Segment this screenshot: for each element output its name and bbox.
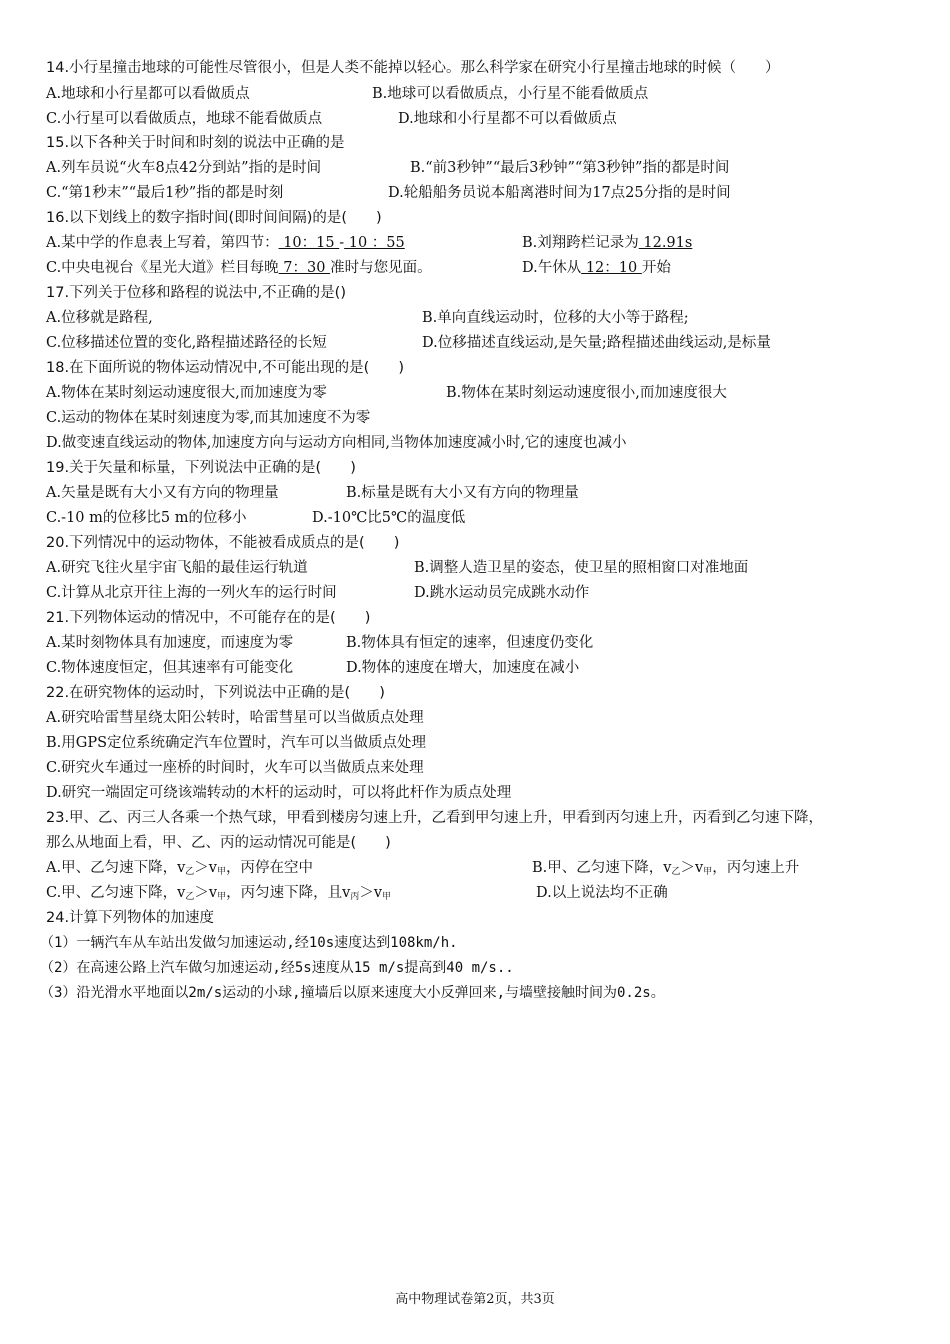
q18-option-c: C.运动的物体在某时刻速度为零,而其加速度不为零 [46,410,371,426]
q22-stem: 22.在研究物体的运动时，下列说法中正确的是( ) [46,685,385,701]
q18-option-a: A.物体在某时刻运动速度很大,而加速度为零 [46,385,327,401]
q15-stem: 15.以下各种关于时间和时刻的说法中正确的是 [46,135,345,151]
q16-option-a-dash: - [339,235,345,251]
q16-option-c-underline: 7：30 [278,260,331,276]
q21-option-c: C.物体速度恒定，但其速率有可能变化 [46,660,294,676]
q17-stem: 17.下列关于位移和路程的说法中,不正确的是() [46,285,346,301]
q18-option-b: B.物体在某时刻运动速度很小,而加速度很大 [446,385,727,401]
q24-stem: 24.计算下列物体的加速度 [46,910,215,926]
q16-option-d-tail: 开始 [641,260,671,276]
q21-option-a: A.某时刻物体具有加速度，而速度为零 [46,635,294,651]
q20-option-c: C.计算从北京开往上海的一列火车的运行时间 [46,585,337,601]
q16-option-c-tail: 准时与您见面。 [330,260,432,276]
q22-option-c: C.研究火车通过一座桥的时间时，火车可以当做质点来处理 [46,760,424,776]
q15-option-a: A.列车员说“火车8点42分到站”指的是时间 [46,160,322,176]
q22-option-a: A.研究哈雷彗星绕太阳公转时，哈雷彗星可以当做质点处理 [46,710,424,726]
q23-stem-line2: 那么从地面上看，甲、乙、丙的运动情况可能是( ) [46,835,391,851]
q23-option-c: C.甲、乙匀速下降，$v_乙>v_甲$，丙匀速下降，且$v_丙>v_甲$ [46,885,392,902]
q17-option-d: D.位移描述直线运动,是矢量;路程描述曲线运动,是标量 [422,335,771,351]
q16-option-c-text: C.中央电视台《星光大道》栏目每晚 [46,260,279,276]
q14-option-b: B.地球可以看做质点，小行星不能看做质点 [372,86,649,102]
q19-option-a: A.矢量是既有大小又有方向的物理量 [46,485,279,501]
page-footer: 高中物理试卷第2页，共3页 [395,1292,555,1307]
q21-option-d: D.物体的速度在增大，加速度在减小 [346,660,580,676]
q24-part-2: （2）在高速公路上汽车做匀加速运动,经5s速度从15 m/s提高到40 m/s.. [40,960,514,976]
q22-option-d: D.研究一端固定可绕该端转动的木杆的运动时，可以将此杆作为质点处理 [46,785,512,801]
q18-stem: 18.在下面所说的物体运动情况中,不可能出现的是( ) [46,360,404,376]
q18-option-d: D.做变速直线运动的物体,加速度方向与运动方向相同,当物体加速度减小时,它的速度也减小 [46,435,627,451]
q19-stem: 19.关于矢量和标量，下列说法中正确的是( ) [46,460,356,476]
q20-option-b: B.调整人造卫星的姿态，使卫星的照相窗口对准地面 [414,560,749,576]
q14-option-a: A.地球和小行星都可以看做质点 [46,86,250,102]
q16-option-a-text: A.某中学的作息表上写着，第四节： [46,235,279,251]
q20-option-d: D.跳水运动员完成跳水动作 [414,585,590,601]
q20-option-a: A.研究飞往火星宇宙飞船的最佳运行轨道 [46,560,308,576]
q22-option-b: B.用GPS定位系统确定汽车位置时，汽车可以当做质点处理 [46,735,427,751]
q15-option-d: D.轮船船务员说本船离港时间为17点25分指的是时间 [388,185,731,201]
q23-option-a: A.甲、乙匀速下降，$v_乙>v_甲$，丙停在空中 [46,860,314,877]
q15-option-c: C.“第1秒末”“最后1秒”指的都是时刻 [46,185,284,201]
q16-option-a-underline-1: 10：15 [278,235,340,251]
q16-option-d-text: D.午休从 [522,260,582,276]
q16-option-b-underline: 12.91s [638,235,693,251]
q24-part-1: （1）一辆汽车从车站出发做匀加速运动,经10s速度达到108km/h. [40,935,458,951]
q21-option-b: B.物体具有恒定的速率，但速度仍变化 [346,635,594,651]
q23-stem-line1: 23.甲、乙、丙三人各乘一个热气球，甲看到楼房匀速上升，乙看到甲匀速上升，甲看到丙匀速上升，丙看到乙匀速下降， [46,810,824,826]
q17-option-c: C.位移描述位置的变化,路程描述路径的长短 [46,335,327,351]
q23-option-b: B.甲、乙匀速下降，$v_乙>v_甲$，丙匀速上升 [532,860,800,877]
q23-option-d: D.以上说法均不正确 [536,885,668,901]
q14-option-d: D.地球和小行星都不可以看做质点 [398,111,617,127]
q16-option-a-underline-2: 10 ：55 [344,235,405,251]
q19-option-d: D.-10℃比5℃的温度低 [312,510,466,526]
q21-stem: 21.下列物体运动的情况中，不可能存在的是( ) [46,610,371,626]
q14-option-c: C.小行星可以看做质点，地球不能看做质点 [46,111,323,127]
q15-option-b: B.“前3秒钟”“最后3秒钟”“第3秒钟”指的都是时间 [410,160,730,176]
q16-stem: 16.以下划线上的数字指时间(即时间间隔)的是( ) [46,210,382,226]
q19-option-c: C.-10 m的位移比5 m的位移小 [46,510,247,526]
q19-option-b: B.标量是既有大小又有方向的物理量 [346,485,579,501]
q17-option-b: B.单向直线运动时，位移的大小等于路程; [422,310,689,326]
q14-stem: 14.小行星撞击地球的可能性尽管很小，但是人类不能掉以轻心。那么科学家在研究小行星撞击地球的时候（ ） [46,60,780,76]
q17-option-a: A.位移就是路程, [46,310,153,326]
q16-option-d-underline: 12：10 [581,260,642,276]
q20-stem: 20.下列情况中的运动物体，不能被看成质点的是( ) [46,535,400,551]
q24-part-3: （3）沿光滑水平地面以2m/s运动的小球,撞墙后以原来速度大小反弹回来,与墙壁接触时间为0.2s。 [40,985,665,1001]
q16-option-b-text: B.刘翔跨栏记录为 [522,235,639,251]
